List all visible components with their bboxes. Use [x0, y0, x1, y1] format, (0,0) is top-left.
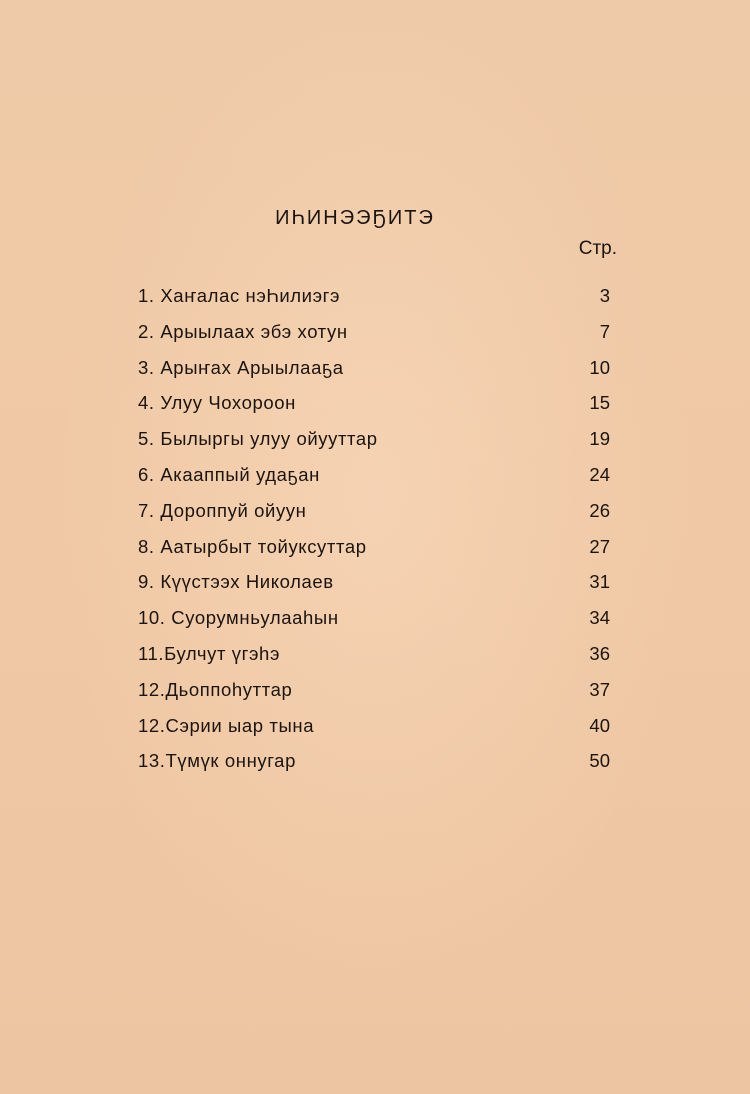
toc-entry [138, 743, 610, 779]
toc-entry [138, 278, 610, 314]
toc-entry-page: 40 [589, 714, 610, 736]
toc-entry-title: 4. Улуу Чохороон [138, 392, 296, 414]
toc-entry [138, 672, 610, 708]
toc-entry-page: 37 [589, 678, 610, 700]
toc-entry-page: 27 [589, 535, 610, 557]
toc-entry [138, 636, 610, 672]
toc-entry-title: 9. Күүстээх Николаев [138, 571, 334, 593]
toc-entry-page: 15 [589, 392, 610, 414]
toc-entry-page: 36 [589, 642, 610, 664]
toc-entry-page: 24 [589, 463, 610, 485]
toc-entry-title: 12.Сэрии ыар тына [138, 714, 315, 736]
toc-entry [138, 314, 610, 350]
toc-entry-page: 26 [589, 499, 610, 521]
toc-entry-page: 31 [589, 571, 610, 593]
toc-entry-page: 10 [589, 356, 610, 378]
page-title: ИҺИНЭЭҔИТЭ [275, 207, 435, 229]
toc-entry-title: 10. Суорумньулааһын [138, 607, 339, 629]
toc-entry [138, 529, 610, 565]
table-of-contents [138, 278, 610, 779]
toc-entry [138, 600, 610, 636]
toc-entry [138, 708, 610, 744]
toc-entry-page: 50 [589, 750, 610, 772]
toc-entry-title: 12.Дьоппоһуттар [138, 678, 293, 700]
toc-entry-page: 34 [589, 607, 610, 629]
page-column-label: Стр. [578, 238, 617, 259]
toc-entry [138, 457, 610, 493]
toc-entry-title: 3. Арыҥах Арыылааҕа [138, 356, 344, 378]
toc-entry-title: 11.Булчут үгэһэ [138, 642, 280, 664]
toc-entry-title: 5. Былыргы улуу ойууттар [138, 428, 378, 450]
toc-entry [138, 421, 610, 457]
toc-entry-title: 13.Түмүк оннугар [138, 750, 296, 772]
toc-entry [138, 350, 610, 386]
toc-entry [138, 385, 610, 421]
toc-entry-title: 2. Арыылаах эбэ хотун [138, 320, 348, 342]
toc-entry-page: 19 [589, 428, 610, 450]
toc-entry [138, 493, 610, 529]
toc-entry [138, 564, 610, 600]
toc-entry-title: 8. Аатырбыт тойуксуттар [138, 535, 367, 557]
toc-entry-title: 1. Хаҥалас нэҺилиэгэ [138, 285, 341, 306]
toc-entry-title: 6. Акааппый удаҕан [138, 463, 320, 485]
toc-entry-title: 7. Дороппуй ойуун [138, 499, 307, 521]
toc-entry-page: 3 [599, 285, 610, 306]
toc-entry-page: 7 [599, 320, 610, 342]
